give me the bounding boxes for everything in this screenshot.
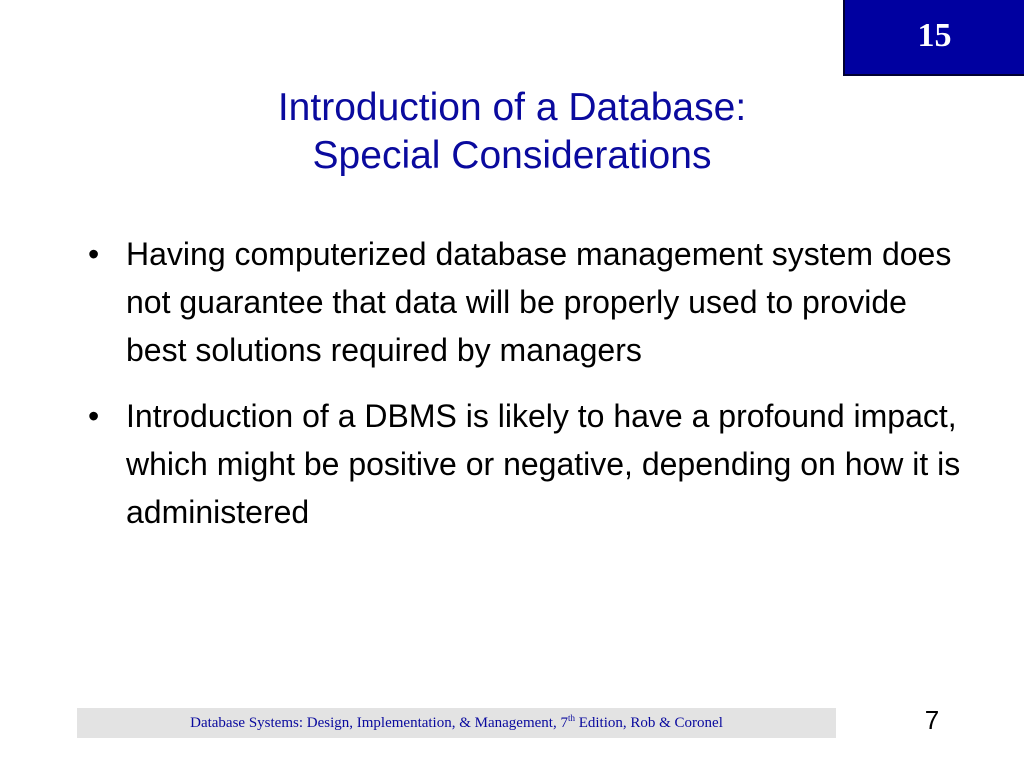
bullet-list bbox=[84, 230, 964, 554]
slide-title-line-2: Special Considerations bbox=[312, 134, 712, 177]
bullet-text: Having computerized database management system does not guarantee that data will be properly used to provide best solutions required by managers bbox=[126, 236, 952, 368]
bullet-item bbox=[84, 230, 964, 374]
footer-citation bbox=[190, 712, 723, 732]
footer-text-end: Edition, Rob & Coronel bbox=[574, 714, 723, 731]
footer-bar bbox=[77, 708, 836, 738]
slide-title-line-1: Introduction of a Database: bbox=[277, 86, 747, 129]
page-number: 7 bbox=[924, 705, 940, 735]
bullet-marker: • bbox=[88, 236, 100, 272]
bullet-item bbox=[84, 392, 964, 536]
footer-superscript: th bbox=[567, 712, 575, 723]
bullet-text: Introduction of a DBMS is likely to have a profound impact, which might be positive or negative, depending on how it is administered bbox=[126, 398, 961, 530]
chapter-badge bbox=[843, 0, 1024, 76]
slide-title bbox=[120, 84, 904, 180]
chapter-number: 15 bbox=[917, 17, 952, 54]
bullet-marker: • bbox=[88, 398, 100, 434]
footer-text-start: Database Systems: Design, Implementation, & Management, 7 bbox=[190, 714, 568, 731]
